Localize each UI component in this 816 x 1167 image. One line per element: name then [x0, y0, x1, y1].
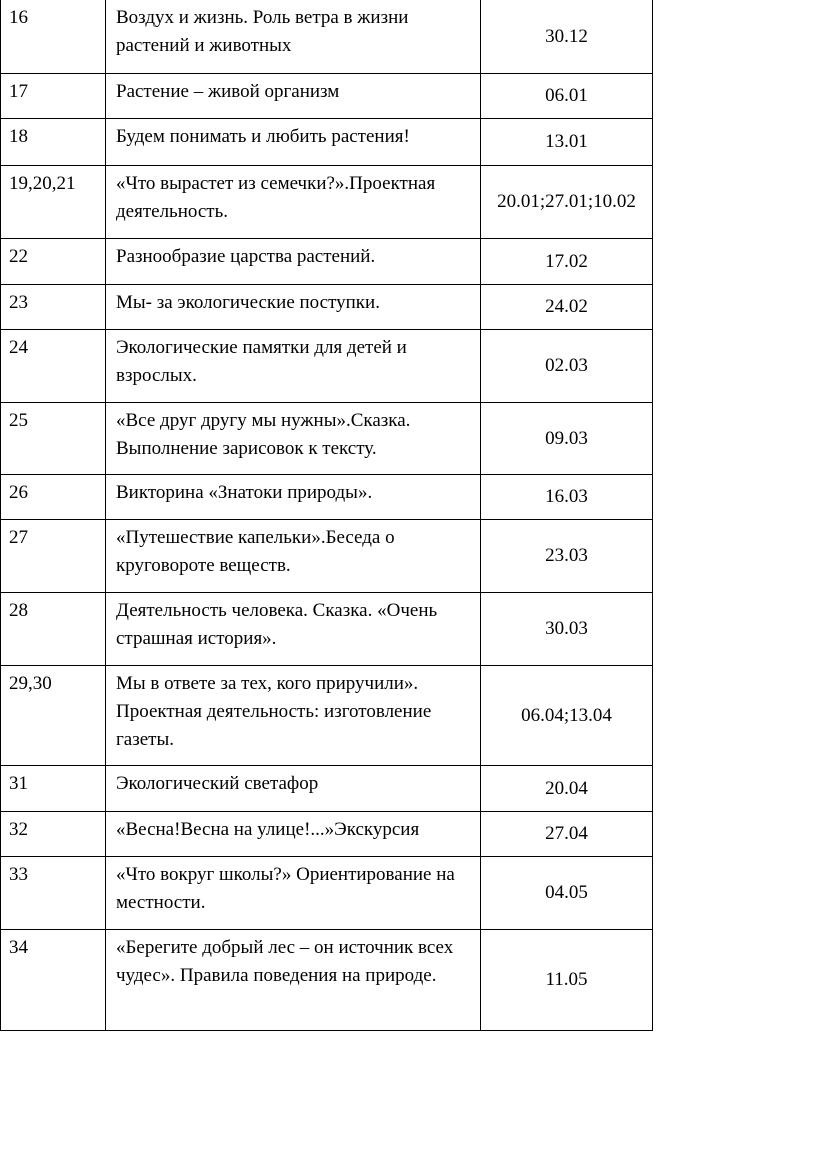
lesson-date: 20.01;27.01;10.02 [481, 166, 653, 239]
table-row [1, 0, 653, 74]
table-row [1, 74, 653, 119]
table-row [1, 766, 653, 812]
lesson-number: 34 [1, 930, 106, 1031]
lesson-date: 06.01 [481, 74, 653, 119]
lesson-date: 06.04;13.04 [481, 666, 653, 766]
lesson-date: 30.12 [481, 0, 653, 74]
lesson-topic: «Что вокруг школы?» Ориентирование на местности. [106, 857, 481, 930]
lesson-date: 02.03 [481, 330, 653, 403]
table-row [1, 520, 653, 593]
lesson-date: 16.03 [481, 475, 653, 520]
lesson-date: 04.05 [481, 857, 653, 930]
lesson-topic: Разнообразие царства растений. [106, 239, 481, 285]
table-row [1, 166, 653, 239]
table-row [1, 285, 653, 330]
lesson-topic: Экологический светафор [106, 766, 481, 812]
lesson-topic: Деятельность человека. Сказка. «Очень страшная история». [106, 593, 481, 666]
lesson-topic: «Все друг другу мы нужны».Сказка. Выполнение зарисовок к тексту. [106, 403, 481, 475]
lesson-number: 18 [1, 119, 106, 166]
lesson-number: 26 [1, 475, 106, 520]
lesson-number: 27 [1, 520, 106, 593]
lesson-number: 29,30 [1, 666, 106, 766]
lesson-date: 27.04 [481, 812, 653, 857]
lesson-date: 24.02 [481, 285, 653, 330]
lesson-number: 22 [1, 239, 106, 285]
table-row [1, 930, 653, 1031]
lesson-topic: Мы в ответе за тех, кого приручили». Проектная деятельность: изготовление газеты. [106, 666, 481, 766]
lesson-date: 20.04 [481, 766, 653, 812]
lesson-date: 11.05 [481, 930, 653, 1031]
table-row [1, 475, 653, 520]
lesson-number: 19,20,21 [1, 166, 106, 239]
lesson-number: 17 [1, 74, 106, 119]
lesson-date: 09.03 [481, 403, 653, 475]
table-row [1, 593, 653, 666]
lesson-number: 32 [1, 812, 106, 857]
lesson-number: 16 [1, 0, 106, 74]
lesson-topic: Викторина «Знатоки природы». [106, 475, 481, 520]
lesson-number: 24 [1, 330, 106, 403]
lesson-topic: Будем понимать и любить растения! [106, 119, 481, 166]
table-row [1, 330, 653, 403]
lesson-number: 23 [1, 285, 106, 330]
table-row [1, 857, 653, 930]
lesson-number: 33 [1, 857, 106, 930]
lesson-number: 28 [1, 593, 106, 666]
lesson-topic: Воздух и жизнь. Роль ветра в жизни растений и животных [106, 0, 481, 74]
table-row [1, 239, 653, 285]
table-row [1, 812, 653, 857]
lesson-number: 31 [1, 766, 106, 812]
lesson-date: 30.03 [481, 593, 653, 666]
table-row [1, 403, 653, 475]
lesson-topic: «Берегите добрый лес – он источник всех чудес». Правила поведения на природе. [106, 930, 481, 1031]
lesson-date: 23.03 [481, 520, 653, 593]
lesson-topic: «Путешествие капельки».Беседа о круговороте веществ. [106, 520, 481, 593]
lesson-date: 17.02 [481, 239, 653, 285]
table-row [1, 119, 653, 166]
lesson-date: 13.01 [481, 119, 653, 166]
lesson-topic: «Весна!Весна на улице!...»Экскурсия [106, 812, 481, 857]
table-row [1, 666, 653, 766]
lesson-topic: Экологические памятки для детей и взрослых. [106, 330, 481, 403]
lesson-number: 25 [1, 403, 106, 475]
lesson-topic: Мы- за экологические поступки. [106, 285, 481, 330]
lesson-topic: Растение – живой организм [106, 74, 481, 119]
lesson-topic: «Что вырастет из семечки?».Проектная деятельность. [106, 166, 481, 239]
